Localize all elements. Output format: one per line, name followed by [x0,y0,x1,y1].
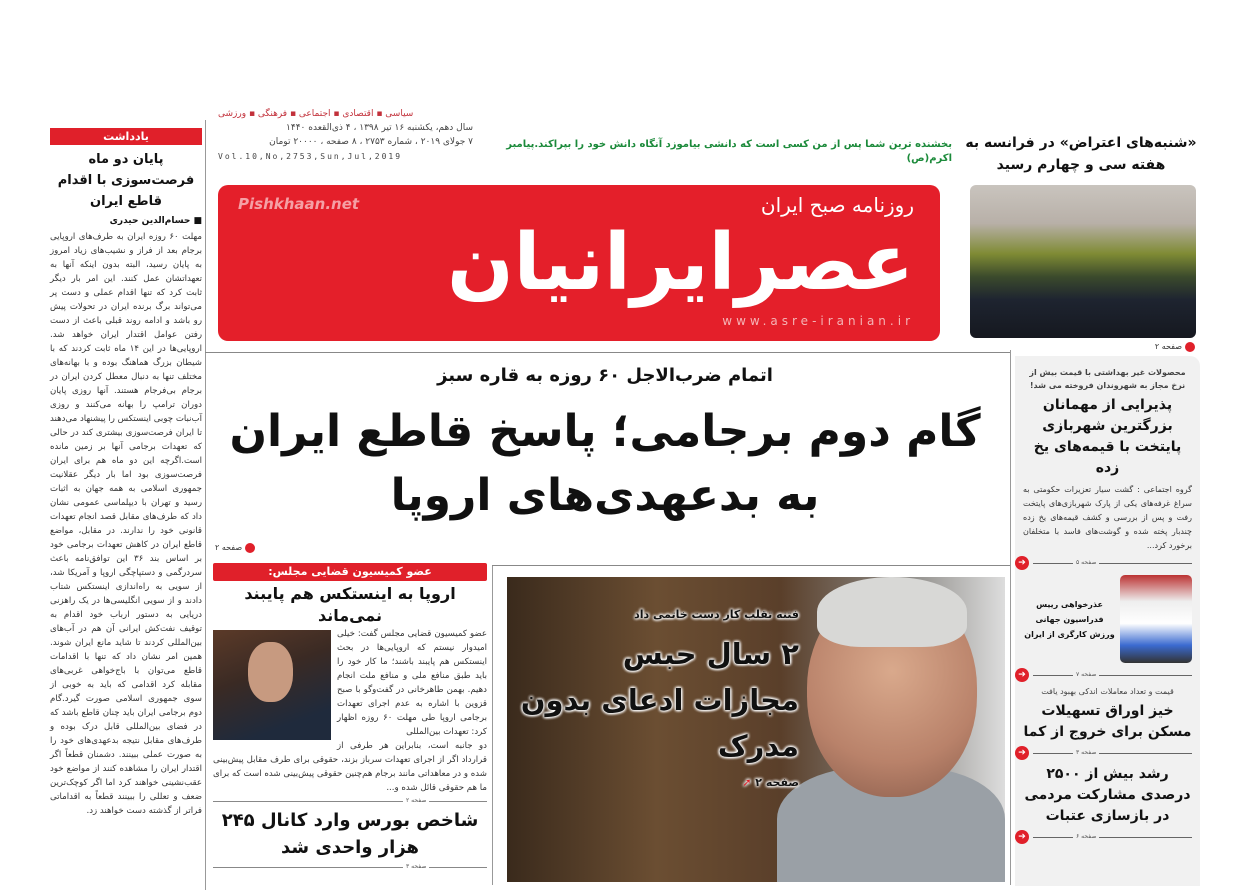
arrow-icon: ➚ [742,776,752,789]
page-label: صفحه ۳ [1073,749,1099,757]
note-author: ■ حسام‌الدین حیدری [109,216,202,226]
divider [1033,675,1192,676]
story-headline[interactable]: اروپا به اینستکس هم پایبند نمی‌ماند [244,584,456,625]
page-ref[interactable] [1018,555,1192,571]
sidebar-headline[interactable]: پذیرایی از مهمانان بزرگترین شهربازی پایتخت با قیمه‌های یخ زده [1033,397,1182,476]
karate-photo [1120,575,1192,663]
mp-photo [213,630,331,740]
date-line: سال دهم، یکشنبه ۱۶ تیر ۱۳۹۸ ، ۴ ذی‌القعده ۱۴۴۰ [286,123,473,133]
arrow-icon[interactable]: ➔ [1015,746,1029,760]
france-headline[interactable]: «شنبه‌های اعتراض» در فرانسه به هفته سی و چهارم رسید [965,135,1197,173]
divider [492,565,493,885]
page-label[interactable]: صفحه ۳ [403,863,429,871]
divider [1033,563,1192,564]
sidebar-headline[interactable]: خیز اوراق تسهیلات مسکن برای خروج از کما [1023,703,1192,740]
masthead-url: www.asre-iranian.ir [722,314,914,328]
page-ref[interactable] [1018,745,1192,761]
page-ref[interactable] [1130,341,1195,353]
divider [213,801,487,802]
page-ref[interactable] [215,542,255,554]
volume-line: Vol.10,No,2753,Sun,Jul,2019 [218,152,403,161]
divider [1033,837,1192,838]
sidebar-photo-story[interactable] [1023,573,1192,665]
page-label: صفحه ۵ [1073,559,1099,567]
categories: سیاسی ▪ اقتصادی ▪ اجتماعی ▪ فرهنگی ▪ ورزشی [218,109,414,119]
mp-face [248,642,293,702]
person-hair [817,577,967,647]
watermark: Pishkhaan.net [238,195,360,213]
page-label: صفحه ۲ [1154,342,1182,351]
feature-headline[interactable]: ۲ سال حبس مجازات ادعای بدون مدرک [520,637,799,763]
arrow-icon [245,543,255,553]
section-divider [205,352,1010,353]
arrow-icon [1185,342,1195,352]
feature-photo [507,577,1005,882]
story-body: عضو کمیسیون قضایی مجلس گفت: خیلی امیدوار نیستم که اروپایی‌ها در بحث اینستکس هم پایبند باشند؛ ما کار خود را باید طبق منافع ملی و منافع ملت انجام دهیم. بهمن طاهرخانی در گفت‌وگو با صبح قزوین با اشاره به عدم اجرای تعهدات برجامی اروپا طی مهلت ۶۰ روزه اظهار کرد: تعهدات بین‌المللی [337,629,488,737]
masthead-logo [218,185,940,341]
page-label[interactable]: صفحه ۲ [403,797,429,805]
note-title[interactable]: پایان دو ماه فرصت‌سوزی با اقدام قاطع ایران [57,152,195,209]
column-divider [1010,350,1011,885]
page-label: صفحه ۶ [1073,833,1099,841]
page-label: صفحه ۷ [1073,671,1099,679]
masthead-name: عصرایرانیان [447,218,914,308]
page-ref[interactable] [519,775,799,791]
sidebar-headline[interactable]: عذرخواهی رییس فدراسیون جهانی ورزش کارگری از ایران [1024,599,1115,639]
page-ref[interactable] [1018,667,1192,683]
arrow-icon[interactable]: ➔ [1015,830,1029,844]
lead-headline[interactable]: گام دوم برجامی؛ پاسخ قاطع ایران به بدعهدی‌های اروپا [229,406,981,521]
divider [213,867,487,868]
parliament-story [213,563,487,873]
arrow-icon[interactable]: ➔ [1015,556,1029,570]
sidebar-kicker: قیمت و تعداد معاملات اندکی بهبود یافت [1041,687,1174,696]
lead-kicker: اتمام ضرب‌الاجل ۶۰ روزه به قاره سبز [437,365,773,386]
bourse-headline[interactable]: شاخص بورس وارد کانال ۲۴۵ هزار واحدی شد [221,810,479,858]
editorial-column [50,128,202,818]
sidebar-headline[interactable]: رشد بیش از ۲۵۰۰ درصدی مشارکت مردمی در بازسازی عتبات [1024,766,1191,824]
column-divider [205,120,206,890]
page-ref[interactable] [213,861,487,873]
story-label: عضو کمیسیون قضایی مجلس: [213,563,487,581]
page-label: صفحه ۲ [755,776,799,789]
divider [492,565,1010,566]
note-label: یادداشت [50,128,202,145]
story-body: دو جانبه است، بنابراین هر طرفی از قرارداد اگر از اجرای تعهدات سرباز بزند، حقوقی برای طرف مقابل پیش‌بینی شده و در معاهداتی مانند برجام هم‌چنین حقوقی پیش‌بینی شده است که برای ما هم حقوقی قائل شده و... [213,741,487,793]
date-line: ۷ جولای ۲۰۱۹ ، شماره ۲۷۵۳ ، ۸ صفحه ، ۲۰۰۰۰ تومان [269,137,473,147]
page-ref[interactable] [213,795,487,807]
feature-overlay [519,607,799,791]
page-label: صفحه ۲ [215,543,243,552]
masthead-subtitle: روزنامه صبح ایران [760,193,914,217]
arrow-icon[interactable]: ➔ [1015,668,1029,682]
feature-kicker: فتنه تقلب کار دست خاتمی داد [634,608,799,621]
sidebar-kicker: محصولات غیر بهداشتی با قیمت بیش از نرخ مجاز به شهروندان فروخته می شد! [1029,368,1186,390]
france-protest-photo [970,185,1196,338]
sidebar-body: گروه اجتماعی : گشت سیار تعزیرات حکومتی به سراغ غرفه‌های یکی از پارک شهربازی‌های پایتخت رفت و پس از بررسی و کشف قیمه‌های یخ زده چندبار پخته شده و گوشت‌های فاسد با متخلفان برخورد کرد... [1023,485,1192,550]
news-sidebar [1015,356,1200,886]
hadith-quote: بخشنده ترین شما پس از من کسی است که دانشی بیاموزد آنگاه دانش خود را بپراکند.پیامبر اکرم(ص) [506,139,952,164]
note-body: مهلت ۶۰ روزه ایران به طرف‌های اروپایی برجام بعد از فراز و نشیب‌های زیاد امروز به پایان رسید، البته بدون اینکه آنها به تعهداتشان عمل کنند. این امر بار دیگر ثابت کرد که تنها اقدام عملی و دست پر می‌تواند برگ برنده ایران در تحولات پیش رو باشد و ادامه روند قبلی باعث از دست رفتن عوامل اقتدار ایران خواهد شد. اروپایی‌ها در این ۱۴ ماه ثابت کردند که با شیطان بزرگ هماهنگ بوده و با بهانه‌های مختلف تنها به دنبال معطل کردن ایران در برجام بی‌فرجام هستند. آنها روزی پایان دوران ترامپ را بهانه می‌کنند و روزی آب‌نبات چوبی اینستکس را پیشنهاد می‌دهند تا ایران فرصت‌سوزی بیشتری کند در حالی که تعهدات برجامی آنها بر زمین مانده است.اگرچه این دو ماه هم برای ایران فرصت‌سوزی بود اما بار دیگر عقلانیت جمهوری اسلامی به همه جهان به اثبات رسید و تهران با دیپلماسی عمومی نشان داد که طرف‌های مقابل قصد انجام تعهدات قانونی خود را ندارند. در مقابل، مواضع قاطع ایران در کاهش تعهدات برجامی خود بر اساس بند ۳۶ این توافق‌نامه باعث سردرگمی و دستپاچگی اروپا و آمریکا شد، از سویی به راه‌اندازی اینستکس شتاب دادند و از سویی انگلیسی‌ها در یک راهزنی دریایی به دستور ارباب خود اقدام به توقیف نفت‌کش ایرانی آن هم در آب‌های بین‌المللی کردند تا شاید مانع ایران شوند. همین امر نشان داد که تنها با اقدامات قاطع می‌توان با باج‌خواهی غربی‌های مقابله کرد اقدامی که باید به خوبی از سوی جمهوری اسلامی صورت گیرد.گام دوم برجامی ایران باید چنان قاطع باشد که در فضای بین‌المللی قابل درک بوده و طرف‌های مقابل نتیجه بدعهدی‌های خود را به صورت عملی ببینند. دشمنان قطعاً اگر اقتدار ایران را مشاهده کنند از مواضع خود عقب‌نشینی خواهند کرد اما اگر کوچک‌ترین ضعف و تعللی را ببینند قطعاً به اقداماتی فراتر از گذشته دست خواهند زد. [50,232,202,816]
page-ref[interactable] [1018,829,1192,845]
divider [1033,753,1192,754]
